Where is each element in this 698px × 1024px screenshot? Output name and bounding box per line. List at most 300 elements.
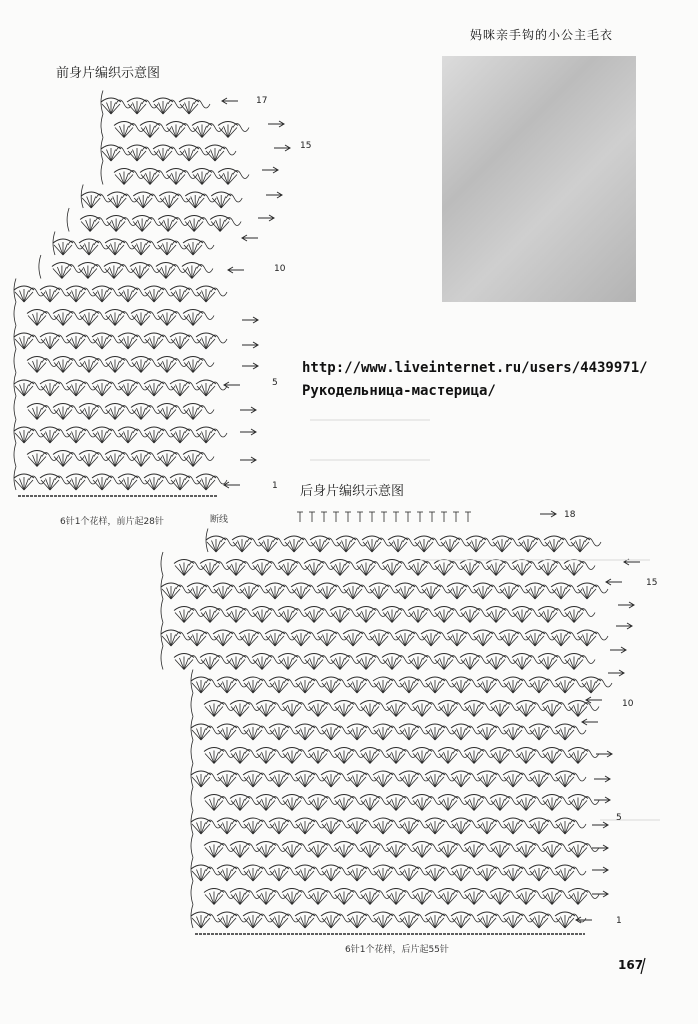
shell-stitch-symbol: [477, 912, 497, 928]
shell-stitch-symbol: [412, 748, 432, 764]
chain-stitch-symbol: [362, 914, 378, 922]
chain-stitch-symbol: [120, 359, 136, 367]
chain-stitch-symbol: [440, 679, 456, 687]
shell-stitch-symbol: [347, 677, 367, 693]
shell-stitch-symbol: [161, 630, 181, 646]
back-chart-diagram: [161, 512, 612, 934]
shell-stitch-symbol: [334, 748, 354, 764]
chain-stitch-symbol: [410, 632, 426, 640]
shell-stitch-symbol: [464, 748, 484, 764]
shell-stitch-symbol: [217, 677, 237, 693]
chain-stitch-symbol: [579, 656, 595, 664]
chain-stitch-symbol: [142, 147, 158, 155]
shell-stitch-symbol: [105, 239, 125, 255]
shell-stitch-symbol: [27, 357, 47, 373]
shell-stitch-symbol: [334, 795, 354, 811]
chain-stitch-symbol: [531, 750, 547, 758]
shell-stitch-symbol: [295, 912, 315, 928]
shell-stitch-symbol: [196, 380, 216, 396]
chain-stitch-symbol: [271, 844, 287, 852]
shell-stitch-symbol: [412, 889, 432, 905]
shell-stitch-symbol: [308, 701, 328, 717]
shell-stitch-symbol: [542, 701, 562, 717]
chain-stitch-symbol: [362, 679, 378, 687]
shell-stitch-symbol: [53, 404, 73, 420]
chain-stitch-symbol: [362, 867, 378, 875]
shell-stitch-symbol: [425, 818, 445, 834]
chain-stitch-symbol: [133, 335, 149, 343]
shell-stitch-symbol: [382, 560, 402, 576]
chain-stitch-symbol: [466, 820, 482, 828]
shell-stitch-symbol: [542, 842, 562, 858]
chain-stitch-symbol: [159, 288, 175, 296]
shell-stitch-symbol: [529, 912, 549, 928]
right-arrow-icon: [608, 670, 624, 676]
chain-stitch-symbol: [453, 750, 469, 758]
shell-stitch-symbol: [184, 216, 204, 232]
shell-stitch-symbol: [218, 122, 238, 138]
shell-stitch-symbol: [356, 654, 376, 670]
shell-stitch-symbol: [170, 286, 190, 302]
chain-stitch-symbol: [146, 312, 162, 320]
chain-stitch-symbol: [206, 773, 222, 781]
shell-stitch-symbol: [53, 357, 73, 373]
shell-stitch-symbol: [414, 536, 434, 552]
chain-stitch-symbol: [475, 656, 491, 664]
chain-stitch-symbol: [310, 773, 326, 781]
chain-stitch-symbol: [176, 632, 192, 640]
right-arrow-icon: [240, 457, 256, 463]
chain-stitch-symbol: [310, 726, 326, 734]
shell-stitch-symbol: [132, 216, 152, 232]
chain-stitch-symbol: [336, 726, 352, 734]
chain-stitch-symbol: [492, 914, 508, 922]
chain-stitch-symbol: [219, 844, 235, 852]
chain-stitch-symbol: [384, 585, 400, 593]
shell-stitch-symbol: [179, 98, 199, 114]
chain-stitch-symbol: [172, 406, 188, 414]
chain-stitch-symbol: [505, 750, 521, 758]
chain-stitch-symbol: [94, 406, 110, 414]
chain-stitch-symbol: [488, 632, 504, 640]
chain-stitch-symbol: [215, 562, 231, 570]
shell-stitch-symbol: [92, 380, 112, 396]
chain-stitch-symbol: [559, 538, 575, 546]
shell-stitch-symbol: [130, 263, 150, 279]
chain-stitch-symbol: [297, 750, 313, 758]
shell-stitch-symbol: [356, 607, 376, 623]
shell-stitch-symbol: [256, 701, 276, 717]
chain-stitch-symbol: [273, 538, 289, 546]
front-row-label: 10: [274, 264, 286, 274]
chain-stitch-symbol: [531, 844, 547, 852]
shell-stitch-symbol: [555, 724, 575, 740]
chain-stitch-symbol: [414, 679, 430, 687]
chain-stitch-symbol: [566, 585, 582, 593]
shell-stitch-symbol: [310, 536, 330, 552]
chain-stitch-symbol: [449, 609, 465, 617]
shell-stitch-symbol: [477, 818, 497, 834]
chain-stitch-symbol: [427, 750, 443, 758]
shell-stitch-symbol: [516, 889, 536, 905]
chain-stitch-symbol: [284, 914, 300, 922]
shell-stitch-symbol: [317, 630, 337, 646]
chain-stitch-symbol: [68, 359, 84, 367]
shell-stitch-symbol: [568, 795, 588, 811]
shell-stitch-symbol: [447, 630, 467, 646]
shell-stitch-symbol: [170, 474, 190, 490]
chain-stitch-symbol: [449, 562, 465, 570]
chain-stitch-symbol: [245, 891, 261, 899]
chain-stitch-symbol: [375, 844, 391, 852]
shell-stitch-symbol: [473, 583, 493, 599]
shell-stitch-symbol: [412, 842, 432, 858]
right-arrow-icon: [596, 751, 612, 757]
shell-stitch-symbol: [191, 771, 211, 787]
chain-stitch-symbol: [466, 914, 482, 922]
shell-stitch-symbol: [131, 404, 151, 420]
shell-stitch-symbol: [92, 286, 112, 302]
chain-stitch-symbol: [189, 562, 205, 570]
chain-stitch-symbol: [29, 288, 45, 296]
header-title: 妈咪亲手钩的小公主毛衣: [470, 28, 614, 42]
chain-stitch-symbol: [414, 914, 430, 922]
shell-stitch-symbol: [269, 724, 289, 740]
chain-stitch-symbol: [159, 382, 175, 390]
shell-stitch-symbol: [239, 583, 259, 599]
chain-stitch-symbol: [146, 453, 162, 461]
shell-stitch-symbol: [425, 865, 445, 881]
shell-stitch-symbol: [157, 310, 177, 326]
chain-stitch-symbol: [388, 679, 404, 687]
chain-stitch-symbol: [531, 703, 547, 711]
chain-stitch-symbol: [371, 656, 387, 664]
shell-stitch-symbol: [92, 427, 112, 443]
chain-stitch-symbol: [168, 147, 184, 155]
shell-stitch-symbol: [503, 771, 523, 787]
chain-stitch-symbol: [247, 538, 263, 546]
chain-stitch-symbol: [453, 797, 469, 805]
chain-stitch-symbol: [570, 679, 586, 687]
chain-stitch-symbol: [198, 312, 214, 320]
chain-stitch-symbol: [55, 429, 71, 437]
chain-stitch-symbol: [219, 891, 235, 899]
chain-stitch-symbol: [107, 429, 123, 437]
shell-stitch-symbol: [499, 583, 519, 599]
shell-stitch-symbol: [451, 865, 471, 881]
shell-stitch-symbol: [336, 536, 356, 552]
chain-stitch-symbol: [362, 726, 378, 734]
shell-stitch-symbol: [421, 630, 441, 646]
chain-stitch-symbol: [375, 750, 391, 758]
shell-stitch-symbol: [395, 630, 415, 646]
chain-stitch-symbol: [258, 820, 274, 828]
shell-stitch-symbol: [144, 286, 164, 302]
chain-stitch-symbol: [267, 609, 283, 617]
page-number: 167: [618, 958, 644, 972]
shell-stitch-symbol: [66, 474, 86, 490]
chain-stitch-symbol: [228, 632, 244, 640]
shell-stitch-symbol: [140, 122, 160, 138]
shell-stitch-symbol: [386, 795, 406, 811]
shell-stitch-symbol: [343, 583, 363, 599]
shell-stitch-symbol: [183, 357, 203, 373]
chain-stitch-symbol: [531, 891, 547, 899]
chain-stitch-symbol: [362, 820, 378, 828]
right-arrow-icon: [594, 797, 610, 803]
right-arrow-icon: [240, 407, 256, 413]
chain-stitch-symbol: [42, 359, 58, 367]
shell-stitch-symbol: [192, 169, 212, 185]
chain-stitch-symbol: [566, 632, 582, 640]
shell-stitch-symbol: [131, 310, 151, 326]
chain-stitch-symbol: [94, 359, 110, 367]
shell-stitch-symbol: [477, 865, 497, 881]
chain-stitch-symbol: [466, 867, 482, 875]
shell-stitch-symbol: [243, 724, 263, 740]
chain-stitch-symbol: [479, 797, 495, 805]
shell-stitch-symbol: [490, 889, 510, 905]
left-arrow-icon: [576, 917, 592, 923]
shell-stitch-symbol: [464, 701, 484, 717]
shell-stitch-symbol: [218, 169, 238, 185]
shell-stitch-symbol: [434, 654, 454, 670]
shell-stitch-symbol: [421, 583, 441, 599]
shell-stitch-symbol: [187, 630, 207, 646]
chain-stitch-symbol: [306, 585, 322, 593]
chain-stitch-symbol: [94, 453, 110, 461]
shell-stitch-symbol: [486, 607, 506, 623]
shell-stitch-symbol: [40, 474, 60, 490]
chain-stitch-symbol: [254, 632, 270, 640]
chain-stitch-symbol: [55, 288, 71, 296]
shell-stitch-symbol: [204, 795, 224, 811]
shell-stitch-symbol: [105, 357, 125, 373]
chain-stitch-symbol: [349, 891, 365, 899]
chain-stitch-symbol: [492, 679, 508, 687]
chain-stitch-symbol: [427, 703, 443, 711]
chain-stitch-symbol: [225, 218, 241, 226]
shell-stitch-symbol: [27, 451, 47, 467]
shell-stitch-symbol: [226, 607, 246, 623]
shell-stitch-symbol: [503, 818, 523, 834]
chain-stitch-symbol: [336, 867, 352, 875]
shell-stitch-symbol: [144, 333, 164, 349]
shell-stitch-symbol: [127, 145, 147, 161]
shell-stitch-symbol: [503, 724, 523, 740]
shell-stitch-symbol: [362, 536, 382, 552]
shell-stitch-symbol: [386, 842, 406, 858]
chain-stitch-symbol: [176, 585, 192, 593]
chain-stitch-symbol: [332, 632, 348, 640]
shell-stitch-symbol: [451, 912, 471, 928]
chain-stitch-symbol: [507, 538, 523, 546]
shell-stitch-symbol: [78, 263, 98, 279]
chain-stitch-symbol: [297, 844, 313, 852]
chain-stitch-symbol: [172, 241, 188, 249]
chain-stitch-symbol: [107, 335, 123, 343]
chain-stitch-symbol: [271, 891, 287, 899]
chain-stitch-symbol: [323, 891, 339, 899]
shell-stitch-symbol: [256, 842, 276, 858]
shell-stitch-symbol: [144, 427, 164, 443]
shell-stitch-symbol: [460, 560, 480, 576]
chain-stitch-symbol: [375, 797, 391, 805]
shell-stitch-symbol: [52, 263, 72, 279]
back-chart-annotation: 断线: [210, 515, 229, 525]
shell-stitch-symbol: [179, 145, 199, 161]
shell-stitch-symbol: [161, 583, 181, 599]
shell-stitch-symbol: [347, 771, 367, 787]
shell-stitch-symbol: [118, 474, 138, 490]
shell-stitch-symbol: [258, 536, 278, 552]
chain-stitch-symbol: [544, 914, 560, 922]
shell-stitch-symbol: [185, 192, 205, 208]
shell-stitch-symbol: [373, 724, 393, 740]
shell-stitch-symbol: [334, 842, 354, 858]
chain-stitch-symbol: [168, 100, 184, 108]
shell-stitch-symbol: [555, 818, 575, 834]
shell-stitch-symbol: [217, 865, 237, 881]
chain-stitch-symbol: [518, 726, 534, 734]
shell-stitch-symbol: [191, 724, 211, 740]
shell-stitch-symbol: [330, 560, 350, 576]
chain-stitch-symbol: [146, 406, 162, 414]
chain-stitch-symbol: [122, 194, 138, 202]
shell-stitch-symbol: [490, 842, 510, 858]
shell-stitch-symbol: [518, 536, 538, 552]
shell-stitch-symbol: [243, 677, 263, 693]
chain-stitch-symbol: [388, 820, 404, 828]
shell-stitch-symbol: [516, 748, 536, 764]
right-arrow-icon: [274, 145, 290, 151]
chain-stitch-symbol: [133, 288, 149, 296]
shell-stitch-symbol: [412, 701, 432, 717]
shell-stitch-symbol: [516, 842, 536, 858]
shell-stitch-symbol: [92, 474, 112, 490]
left-arrow-icon: [228, 267, 244, 273]
chain-stitch-symbol: [336, 820, 352, 828]
shell-stitch-symbol: [174, 607, 194, 623]
shell-stitch-symbol: [158, 216, 178, 232]
chain-stitch-symbol: [258, 867, 274, 875]
shell-stitch-symbol: [347, 724, 367, 740]
shell-stitch-symbol: [388, 536, 408, 552]
shell-stitch-symbol: [516, 701, 536, 717]
right-arrow-icon: [592, 867, 608, 873]
chain-stitch-symbol: [146, 359, 162, 367]
shell-stitch-symbol: [200, 654, 220, 670]
chain-stitch-symbol: [527, 562, 543, 570]
back-chart-title: 后身片编织示意图: [300, 484, 405, 499]
chain-stitch-symbol: [377, 538, 393, 546]
chain-stitch-symbol: [349, 844, 365, 852]
chain-stitch-symbol: [371, 562, 387, 570]
shell-stitch-symbol: [438, 795, 458, 811]
shell-stitch-symbol: [66, 380, 86, 396]
shell-stitch-symbol: [230, 889, 250, 905]
shell-stitch-symbol: [191, 865, 211, 881]
shell-stitch-symbol: [395, 583, 415, 599]
shell-stitch-symbol: [542, 748, 562, 764]
shell-stitch-symbol: [133, 192, 153, 208]
shell-stitch-symbol: [174, 560, 194, 576]
chain-stitch-symbol: [206, 914, 222, 922]
chain-stitch-symbol: [116, 147, 132, 155]
chain-stitch-symbol: [293, 609, 309, 617]
shell-stitch-symbol: [217, 724, 237, 740]
front-chart-diagram: [14, 91, 249, 497]
shell-stitch-symbol: [343, 630, 363, 646]
chain-stitch-symbol: [501, 656, 517, 664]
chain-stitch-symbol: [540, 585, 556, 593]
shell-stitch-symbol: [564, 560, 584, 576]
shell-stitch-symbol: [492, 536, 512, 552]
chain-stitch-symbol: [173, 218, 189, 226]
chain-stitch-symbol: [232, 914, 248, 922]
shell-stitch-symbol: [14, 333, 34, 349]
chain-stitch-symbol: [414, 867, 430, 875]
left-arrow-icon: [222, 98, 238, 104]
chain-stitch-symbol: [455, 538, 471, 546]
shell-stitch-symbol: [230, 748, 250, 764]
shell-stitch-symbol: [114, 122, 134, 138]
shell-stitch-symbol: [295, 724, 315, 740]
shell-stitch-symbol: [232, 536, 252, 552]
shell-stitch-symbol: [425, 771, 445, 787]
shell-stitch-symbol: [213, 630, 233, 646]
shell-stitch-symbol: [118, 333, 138, 349]
shell-stitch-symbol: [308, 795, 328, 811]
shell-stitch-symbol: [217, 818, 237, 834]
shell-stitch-symbol: [304, 654, 324, 670]
shell-stitch-symbol: [105, 404, 125, 420]
chain-stitch-symbol: [68, 453, 84, 461]
shell-stitch-symbol: [278, 607, 298, 623]
chain-stitch-symbol: [232, 679, 248, 687]
shell-stitch-symbol: [282, 795, 302, 811]
shell-stitch-symbol: [230, 795, 250, 811]
chain-stitch-symbol: [440, 726, 456, 734]
right-arrow-icon: [242, 342, 258, 348]
shell-stitch-symbol: [477, 771, 497, 787]
shell-stitch-symbol: [157, 239, 177, 255]
back-row-label: 1: [616, 916, 622, 926]
chain-stitch-symbol: [544, 679, 560, 687]
chain-stitch-symbol: [133, 476, 149, 484]
shell-stitch-symbol: [157, 357, 177, 373]
shell-stitch-symbol: [200, 560, 220, 576]
chain-stitch-symbol: [185, 429, 201, 437]
chain-stitch-symbol: [185, 335, 201, 343]
chain-stitch-symbol: [219, 703, 235, 711]
chain-stitch-symbol: [245, 703, 261, 711]
shell-stitch-symbol: [295, 771, 315, 787]
shell-stitch-symbol: [499, 630, 519, 646]
chain-stitch-symbol: [219, 797, 235, 805]
chain-stitch-symbol: [475, 562, 491, 570]
chain-stitch-symbol: [492, 773, 508, 781]
shell-stitch-symbol: [166, 169, 186, 185]
shell-stitch-symbol: [278, 560, 298, 576]
chain-stitch-symbol: [579, 609, 595, 617]
shell-stitch-symbol: [360, 889, 380, 905]
chain-stitch-symbol: [211, 288, 227, 296]
shell-stitch-symbol: [196, 427, 216, 443]
chain-stitch-symbol: [544, 820, 560, 828]
shell-stitch-symbol: [211, 192, 231, 208]
shell-stitch-symbol: [529, 865, 549, 881]
